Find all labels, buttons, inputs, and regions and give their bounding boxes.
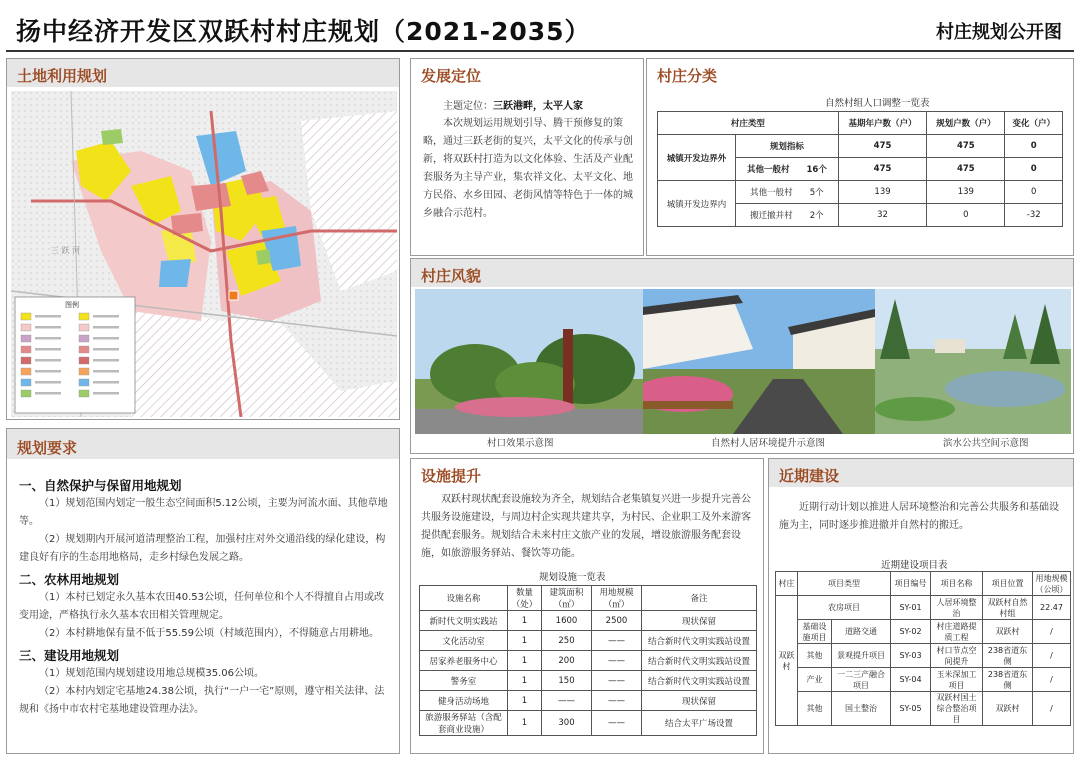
- table-header-cell: 项目编号: [891, 572, 931, 596]
- positioning-theme-value: 三跃港畔，太平人家: [493, 101, 583, 112]
- table-cell: ——: [542, 691, 592, 711]
- table-cell: 0: [1005, 158, 1063, 181]
- table-row: [776, 692, 1071, 726]
- table-cell: 道路交通: [832, 620, 891, 644]
- requirements-panel: [6, 428, 400, 754]
- table-cell: 双跃村自然村组: [983, 596, 1033, 620]
- table-cell-text: 5个: [809, 188, 824, 198]
- table-cell: 475: [927, 158, 1005, 181]
- table-header-cell: 项目名称: [931, 572, 983, 596]
- table-cell: 475: [838, 135, 926, 158]
- table-row: [658, 181, 1063, 204]
- table-cell: 警务室: [420, 671, 508, 691]
- table-cell: 现状保留: [642, 611, 757, 631]
- table-cell: 基础设施项目: [798, 620, 832, 644]
- near-term-table: [775, 571, 1071, 726]
- table-cell: 1: [508, 711, 542, 736]
- table-cell: 人居环境整治: [931, 596, 983, 620]
- table-header-cell: 村庄类型: [658, 112, 839, 135]
- table-cell: 结合太平广场设置: [642, 711, 757, 736]
- table-header-cell: 用地规模（㎡）: [592, 586, 642, 611]
- table-cell: /: [1033, 620, 1071, 644]
- legend-label-line: [93, 392, 119, 395]
- table-cell: 村口节点空间提升: [931, 644, 983, 668]
- table-cell: 一二三产融合项目: [832, 668, 891, 692]
- near-term-text: 近期行动计划以推进人居环境整治和完善公共服务和基础设施为主，同时逐步推进撤并自然村的搬迁。: [779, 502, 1059, 531]
- table-row: [420, 631, 757, 651]
- legend-swatch: [79, 313, 89, 320]
- legend-swatch: [79, 368, 89, 375]
- table-header-cell: 规划户数（户）: [927, 112, 1005, 135]
- table-cell: [736, 135, 839, 158]
- table-cell: 475: [838, 158, 926, 181]
- table-header-cell: 变化（户）: [1005, 112, 1063, 135]
- table-row: [420, 651, 757, 671]
- table-header-cell: 数量（处）: [508, 586, 542, 611]
- table-cell-text: 16个: [806, 165, 827, 175]
- near-term-title: 近期建设: [779, 467, 840, 485]
- table-header-row: [658, 112, 1063, 135]
- table-cell: 健身活动场地: [420, 691, 508, 711]
- table-header-cell: 建筑面积（㎡）: [542, 586, 592, 611]
- residential-improvement-image: [643, 289, 875, 434]
- legend-swatch: [21, 313, 31, 320]
- positioning-theme: [423, 97, 635, 112]
- table-cell: 国土整治: [832, 692, 891, 726]
- legend-swatch: [79, 357, 89, 364]
- scenery-panel: [410, 258, 1074, 454]
- table-cell: 139: [838, 181, 926, 204]
- table-cell: 农房项目: [798, 596, 891, 620]
- table-cell: 0: [927, 204, 1005, 227]
- village-entrance-image: [415, 289, 643, 434]
- facilities-panel: [410, 458, 764, 754]
- table-cell: 其他: [798, 692, 832, 726]
- scenery-caption-1: 村口效果示意图: [487, 438, 554, 449]
- legend-swatch: [79, 324, 89, 331]
- land-use-panel: [6, 58, 400, 420]
- legend-swatch: [21, 368, 31, 375]
- scenery-title: 村庄风貌: [421, 267, 482, 285]
- requirement-paragraph: （1）规划范围内划定一般生态空间面积5.12公顷，主要为河流水面、其他草地等。: [19, 498, 388, 527]
- table-cell: 结合新时代文明实践站设置: [642, 631, 757, 651]
- legend-label-line: [93, 315, 119, 318]
- table-cell: 1600: [542, 611, 592, 631]
- requirement-paragraph: （1）本村已划定永久基本农田40.53公顷，任何单位和个人不得擅自占用或改变用途，严格执行永久基本农田相关管理规定。: [19, 592, 384, 621]
- legend-label-line: [35, 348, 61, 351]
- table-cell-text: 2个: [809, 211, 824, 221]
- table-cell: /: [1033, 668, 1071, 692]
- table-cell: /: [1033, 644, 1071, 668]
- legend-swatch: [21, 379, 31, 386]
- table-cell: 新时代文明实践站: [420, 611, 508, 631]
- table-cell: 2500: [592, 611, 642, 631]
- legend-swatch: [79, 346, 89, 353]
- table-cell: 玉米深加工项目: [931, 668, 983, 692]
- table-row: [420, 691, 757, 711]
- table-header-cell: 项目位置: [983, 572, 1033, 596]
- classification-table-title: 自然村组人口调整一览表: [825, 98, 930, 109]
- table-cell: 22.47: [1033, 596, 1071, 620]
- legend-swatch: [21, 390, 31, 397]
- legend-swatch: [21, 346, 31, 353]
- page-header: [0, 0, 1080, 52]
- table-cell: ——: [592, 671, 642, 691]
- scenery-title-bar: [411, 259, 1073, 287]
- table-cell: [736, 158, 839, 181]
- legend-label-line: [93, 348, 119, 351]
- table-row: [776, 620, 1071, 644]
- legend-label-line: [35, 315, 61, 318]
- legend-label-line: [35, 381, 61, 384]
- legend-swatch: [79, 390, 89, 397]
- page-subtitle: 村庄规划公开图: [936, 22, 1062, 43]
- table-cell: ——: [592, 651, 642, 671]
- classification-table: [657, 111, 1063, 227]
- legend-label-line: [93, 370, 119, 373]
- requirements-body: [19, 473, 391, 719]
- table-row: [776, 644, 1071, 668]
- table-cell-text: 其他一般村: [750, 188, 793, 198]
- table-cell: 现状保留: [642, 691, 757, 711]
- legend-swatch: [21, 335, 31, 342]
- table-cell: 238省道东侧: [983, 668, 1033, 692]
- table-cell: 150: [542, 671, 592, 691]
- requirement-heading: 一、自然保护与保留用地规划: [19, 478, 182, 493]
- table-cell: 其他: [798, 644, 832, 668]
- facilities-table-title: 规划设施一览表: [539, 572, 606, 583]
- legend-swatch: [79, 379, 89, 386]
- table-cell: 1: [508, 671, 542, 691]
- positioning-text: 本次规划运用规划引导、腾干预修复的策略，通过三跃老街的复兴，太平文化的传承与创新，将双跃村打造为以文化体验、生活及产业配套服务为主导产业，集农祥文化、太平文化、地方民俗、水乡田园、老街风情等特色于一体的城乡融合示范村。: [423, 118, 633, 219]
- table-cell: 238省道东侧: [983, 644, 1033, 668]
- table-row: [420, 671, 757, 691]
- table-header-cell: 用地规模（公顷）: [1033, 572, 1071, 596]
- table-row: [776, 596, 1071, 620]
- map-river-label: 三 跃 河: [51, 246, 81, 255]
- scenery-photos: [415, 289, 1071, 434]
- scenery-caption-3: 滨水公共空间示意图: [943, 438, 1029, 449]
- table-cell: SY-02: [891, 620, 931, 644]
- near-term-panel: [768, 458, 1074, 754]
- facilities-title: 设施提升: [421, 467, 482, 485]
- requirement-heading: 三、建设用地规划: [19, 648, 120, 663]
- table-cell: 32: [838, 204, 926, 227]
- table-cell: 0: [1005, 135, 1063, 158]
- table-cell: 139: [927, 181, 1005, 204]
- table-header-cell: 项目类型: [798, 572, 891, 596]
- table-row: [420, 711, 757, 736]
- commercial-zone: [191, 183, 231, 211]
- map-legend: [15, 297, 135, 413]
- table-cell-text: 搬迁撤并村: [750, 211, 793, 221]
- table-cell: 居家养老服务中心: [420, 651, 508, 671]
- table-cell: 双跃村: [776, 596, 798, 726]
- requirement-heading: 二、农林用地规划: [19, 572, 120, 587]
- positioning-theme-label: 主题定位：: [443, 101, 493, 112]
- table-cell: [736, 204, 839, 227]
- near-term-table-title: 近期建设项目表: [881, 560, 948, 571]
- table-cell-text: 规划指标: [769, 142, 804, 152]
- table-cell: 产业: [798, 668, 832, 692]
- table-cell: 250: [542, 631, 592, 651]
- legend-label-line: [93, 326, 119, 329]
- table-cell: 城镇开发边界内: [658, 181, 736, 227]
- table-cell: 1: [508, 691, 542, 711]
- table-cell: 0: [1005, 181, 1063, 204]
- classification-title: 村庄分类: [657, 67, 718, 85]
- legend-label-line: [35, 392, 61, 395]
- table-header-cell: 备注: [642, 586, 757, 611]
- table-header-cell: 基期年户数（户）: [838, 112, 926, 135]
- table-header-cell: 设施名称: [420, 586, 508, 611]
- table-cell: 城镇开发边界外: [658, 135, 736, 181]
- table-cell: SY-05: [891, 692, 931, 726]
- legend-label-line: [35, 337, 61, 340]
- table-cell: -32: [1005, 204, 1063, 227]
- table-cell: 1: [508, 631, 542, 651]
- positioning-title: 发展定位: [421, 67, 482, 85]
- facilities-text: 双跃村现状配套设施较为齐全，规划结合老集镇复兴进一步提升完善公共服务设施建设，与周边村企实现共建共享，为村民、企业职工及外来游客提供配套服务。规划结合未来村庄文旅产业的发展，增设旅游服务配套设施，如旅游服务驿站、餐饮等功能。: [421, 494, 751, 559]
- scenery-caption-2: 自然村人居环境提升示意图: [711, 438, 826, 449]
- table-cell: 1: [508, 651, 542, 671]
- legend-label-line: [35, 370, 61, 373]
- legend-label-line: [93, 337, 119, 340]
- table-cell: [736, 181, 839, 204]
- requirement-paragraph: （2）本村耕地保有量不低于55.59公顷（村域范围内），不得随意占用耕地。: [39, 628, 379, 639]
- table-cell: 双跃村: [983, 620, 1033, 644]
- requirement-paragraph: （2）规划期内开展河道清理整治工程，加强村庄对外交通沿线的绿化建设，构建良好有序的生态用地格局，走乡村绿色发展之路。: [19, 534, 386, 563]
- table-cell: 300: [542, 711, 592, 736]
- requirements-title: 规划要求: [17, 439, 78, 457]
- table-cell: 双跃村: [983, 692, 1033, 726]
- location-marker: [229, 291, 238, 300]
- legend-label-line: [93, 359, 119, 362]
- legend-label-line: [35, 359, 61, 362]
- facilities-table: [419, 585, 757, 736]
- table-cell: 200: [542, 651, 592, 671]
- table-header-row: [776, 572, 1071, 596]
- table-cell: 475: [927, 135, 1005, 158]
- table-cell: 双跃村国土综合整治项目: [931, 692, 983, 726]
- table-cell: SY-01: [891, 596, 931, 620]
- waterfront-space-image: [875, 289, 1071, 434]
- table-cell: 结合新时代文明实践站设置: [642, 671, 757, 691]
- table-row: [776, 668, 1071, 692]
- land-use-title: 土地利用规划: [17, 67, 108, 85]
- table-cell: ——: [592, 711, 642, 736]
- positioning-panel: [410, 58, 644, 256]
- table-header-cell: 村庄: [776, 572, 798, 596]
- table-cell: 文化活动室: [420, 631, 508, 651]
- table-header-row: [420, 586, 757, 611]
- table-cell: 1: [508, 611, 542, 631]
- table-cell: 结合新时代文明实践站设置: [642, 651, 757, 671]
- table-cell: 村庄道路提质工程: [931, 620, 983, 644]
- table-cell: 旅游服务驿站（含配套商业设施）: [420, 711, 508, 736]
- classification-panel: [646, 58, 1074, 256]
- table-row: [420, 611, 757, 631]
- land-use-map: [11, 91, 397, 417]
- legend-label-line: [35, 326, 61, 329]
- header-divider: [6, 50, 1074, 52]
- page-title: 扬中经济开发区双跃村村庄规划（2021-2035）: [16, 17, 591, 46]
- table-cell: /: [1033, 692, 1071, 726]
- table-cell: 景观提升项目: [832, 644, 891, 668]
- table-row: [658, 135, 1063, 158]
- table-cell-text: 其他一般村: [746, 165, 790, 175]
- table-cell: SY-04: [891, 668, 931, 692]
- table-cell: SY-03: [891, 644, 931, 668]
- table-cell: ——: [592, 631, 642, 651]
- requirement-paragraph: （1）规划范围内规划建设用地总规模35.06公顷。: [39, 668, 264, 679]
- legend-label-line: [93, 381, 119, 384]
- legend-swatch: [79, 335, 89, 342]
- table-cell: ——: [592, 691, 642, 711]
- legend-swatch: [21, 357, 31, 364]
- legend-title: 图例: [65, 301, 79, 309]
- legend-swatch: [21, 324, 31, 331]
- requirement-paragraph: （2）本村内划定宅基地24.38公顷，执行“一户一宅”原则，遵守相关法律、法规和《扬中市农村宅基地建设管理办法》。: [19, 686, 385, 715]
